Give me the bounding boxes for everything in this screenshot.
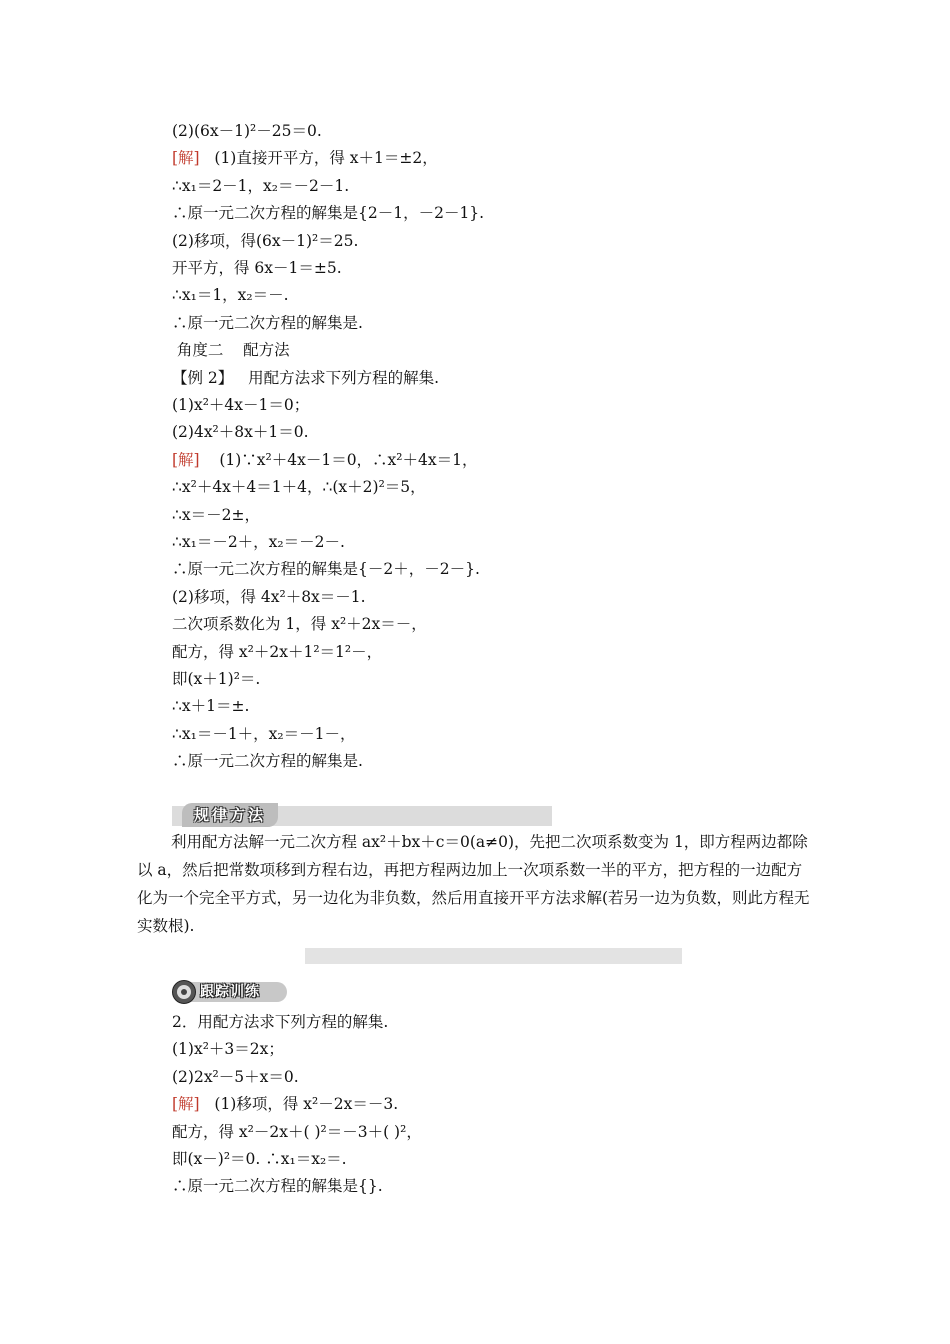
line-text: (2)移项，得(6x－1)²＝25. [172,231,359,250]
line-text: ∴原一元二次方程的解集是{2－1，－2－1}. [172,204,485,223]
target-icon [172,980,196,1004]
rule-method-paragraph [137,828,817,940]
line-text: 2．用配方法求下列方程的解集. [172,1013,389,1031]
text-line [172,1122,422,1142]
line-text: (1)x²＋4x－1＝0； [172,396,310,414]
line-text: 配方，得 x²－2x＋( )²＝－3＋( )²， [172,1122,422,1141]
text-line [172,340,290,360]
text-line [172,724,356,744]
solution-tag: [解] [172,149,200,168]
line-text: (1)∵x²＋4x－1＝0，∴x²＋4x＝1， [199,450,478,469]
rule-method-banner [172,806,552,826]
line-text: ∴x₁＝－1＋，x₂＝－1－， [172,724,356,743]
text-line [172,751,363,771]
text-line [172,285,289,305]
solution-tag: [解] [172,1095,200,1114]
text-line [172,450,477,470]
text-line [172,505,260,525]
line-text: (1)x²＋3＝2x； [172,1040,284,1059]
line-text: 开平方，得 6x－1＝±5. [172,259,342,277]
solution-tag: [解] [172,450,200,469]
line-text: 二次项系数化为 1，得 x²＋2x＝－， [172,615,427,634]
text-line [172,231,358,251]
line-text: 【例 2】 用配方法求下列方程的解集. [172,368,439,387]
text-line [172,477,426,497]
line-text: ∴x₁＝2－1，x₂＝－2－1. [172,176,350,195]
line-text: ∴x₁＝－2＋，x₂＝－2－. [172,533,345,551]
text-line [172,395,309,415]
text-line [172,121,322,141]
line-text: 即(x＋1)²＝. [172,670,261,688]
line-text: (1)直接开平方，得 x＋1＝±2， [199,149,438,168]
line-text: (2)移项，得 4x²＋8x＝－1. [172,587,366,606]
line-text: (1)移项，得 x²－2x＝－3. [199,1095,399,1114]
text-line [172,1067,299,1087]
rule-method-text: 利用配方法解一元二次方程 ax²＋bx＋c＝0(a≠0)，先把二次项系数变为 1，即方程两边都除以 a，然后把常数项移到方程右边，再把方程两边加上一次项系数一半的平方，把方程的一边配方化为一个完全平方式，另一边化为非负数，然后用直接开平方法求解(若另一边为负数，则此方程无实数根). [137,833,810,935]
line-text: 即(x－)²＝0. ∴x₁＝x₂＝. [172,1150,347,1168]
training-label: 跟踪训练 [200,984,260,1000]
text-line [172,532,345,552]
text-line [172,203,484,223]
line-text: (2)(6x－1)²－25＝0. [172,122,322,140]
rule-method-label: 规律方法 [182,803,278,827]
text-line [172,176,349,196]
text-line [172,669,260,689]
text-line [172,422,309,442]
line-text: ∴x＝－2±， [172,505,260,524]
training-banner [172,980,287,1004]
line-text: (2)2x²－5＋x＝0. [172,1067,299,1086]
text-line [172,559,480,579]
section-divider [305,948,682,964]
line-text: ∴原一元二次方程的解集是{}. [172,1177,383,1196]
text-line [172,1039,284,1059]
text-line [172,642,382,662]
line-text: ∴原一元二次方程的解集是{－2＋，－2－}. [172,560,480,579]
text-line [172,368,439,388]
text-line [172,1012,388,1032]
line-text: 角度二 配方法 [172,341,290,360]
line-text: ∴x²＋4x＋4＝1＋4，∴(x＋2)²＝5， [172,478,426,497]
text-line [172,313,363,333]
line-text: (2)4x²＋8x＋1＝0. [172,423,309,442]
line-text: 配方，得 x²＋2x＋1²＝1²－， [172,642,383,661]
line-text: ∴原一元二次方程的解集是. [172,752,363,771]
text-line [172,148,438,168]
text-line [172,1176,383,1196]
text-line [172,1094,398,1114]
text-line [172,1149,347,1169]
text-line [172,696,249,716]
text-line [172,614,427,634]
text-line [172,258,342,278]
line-text: ∴x＋1＝±. [172,697,250,716]
line-text: ∴原一元二次方程的解集是. [172,313,363,332]
line-text: ∴x₁＝1，x₂＝－. [172,286,289,305]
text-line [172,587,366,607]
